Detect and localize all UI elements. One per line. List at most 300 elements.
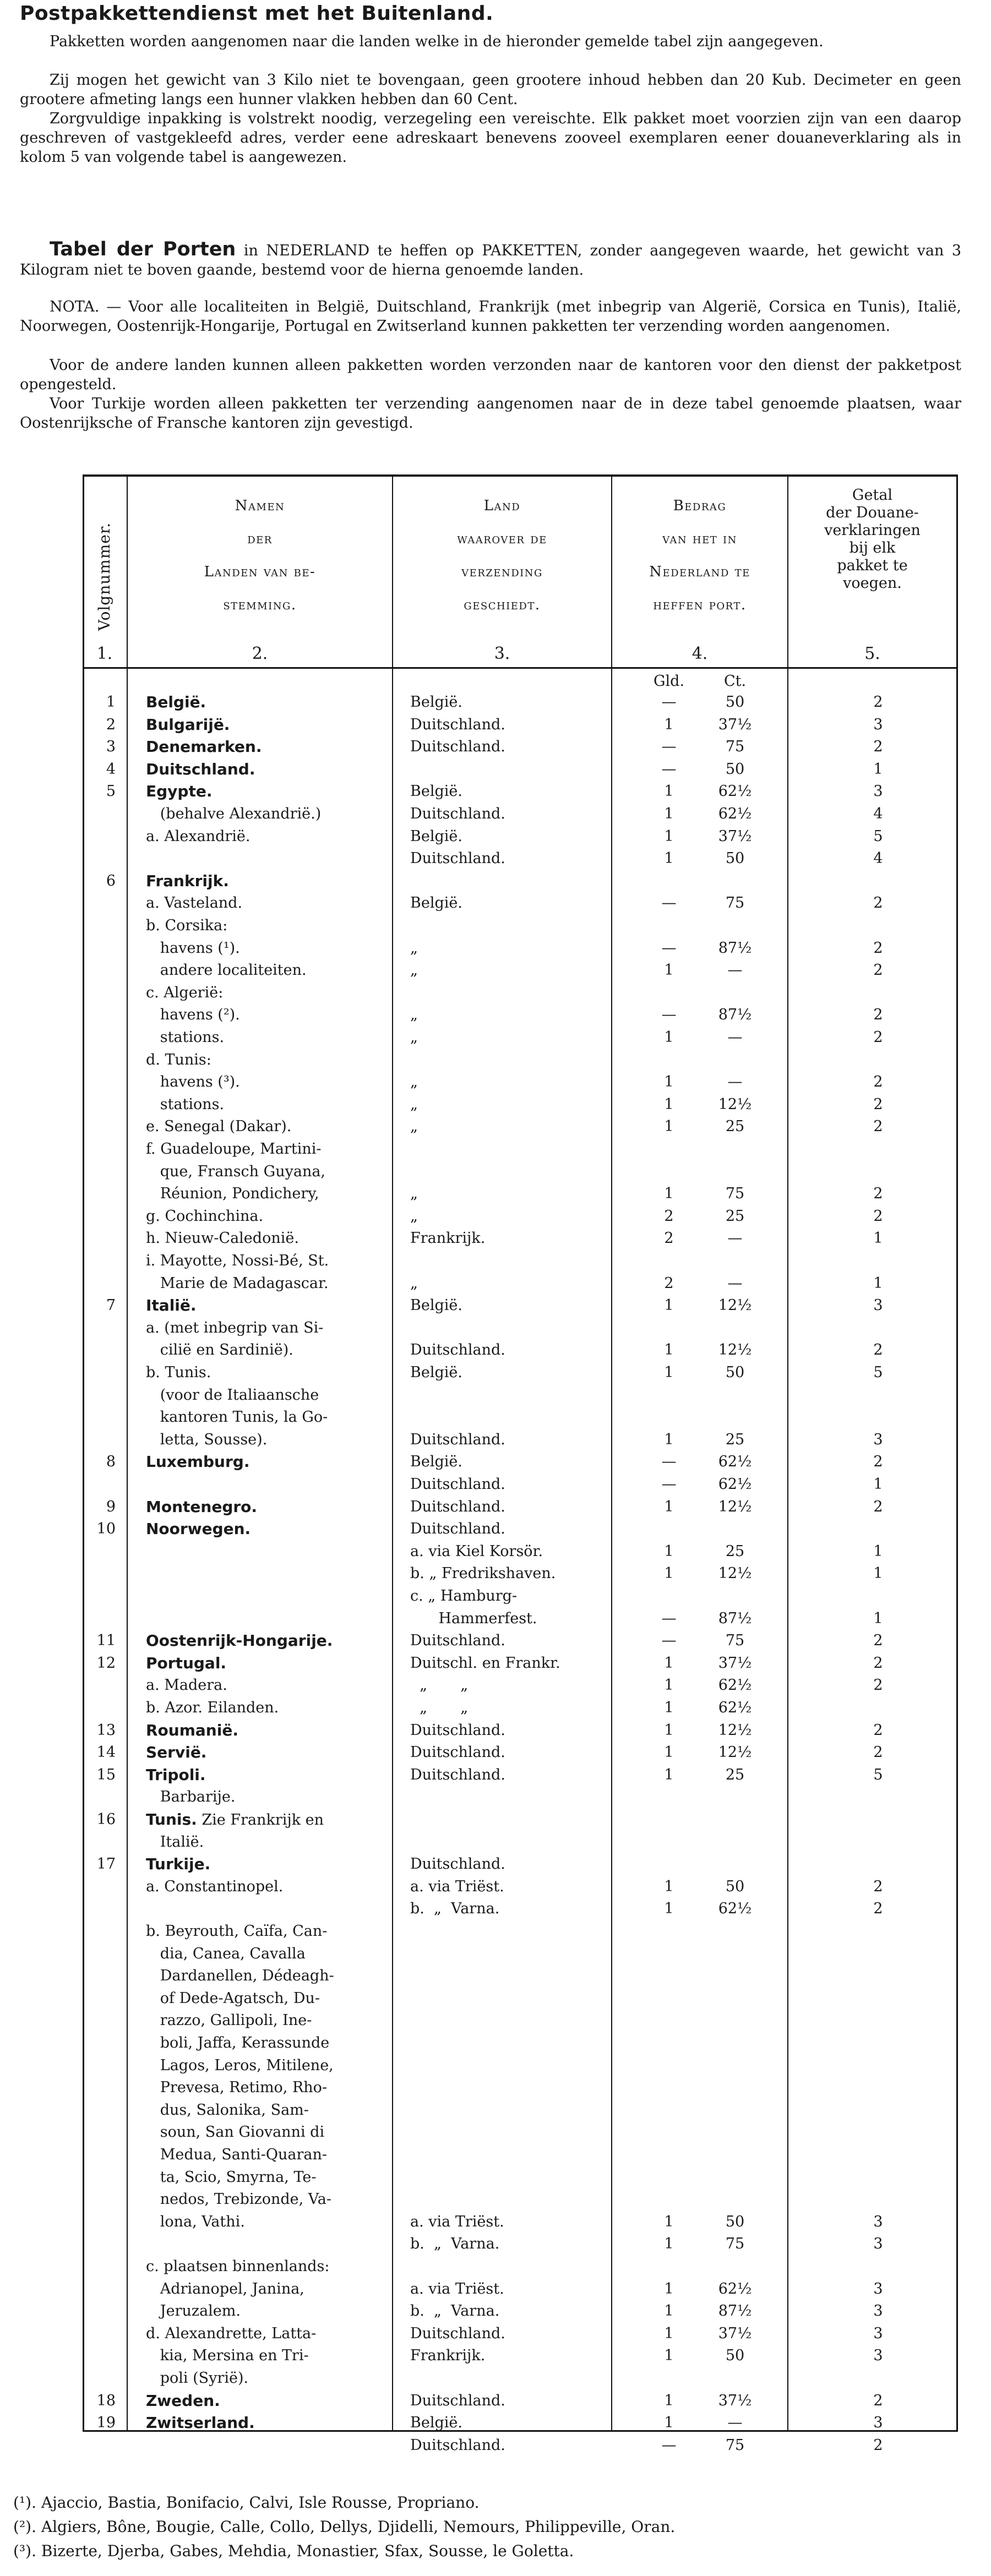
row-transit-country: Duitschland. <box>410 1855 505 1873</box>
row-country-name: België. <box>146 693 206 711</box>
unit-gld: Gld. <box>653 673 685 690</box>
table-row <box>83 1655 958 1672</box>
row-guilders: — <box>661 939 677 957</box>
document-title: Postpakkettendienst met het Buitenland. <box>20 2 494 25</box>
nota-paragraph-2: Voor de andere landen kunnen alleen pakketten worden verzonden naar de kantoren voor den dienst der pakketpost opengesteld. <box>20 357 961 393</box>
row-number: 15 <box>96 1766 116 1783</box>
table-row <box>83 1744 958 1761</box>
row-cents: 37½ <box>718 2392 752 2409</box>
table-row <box>83 1029 958 1046</box>
table-row <box>83 1990 958 2007</box>
row-guilders: 1 <box>664 1542 674 1560</box>
row-customs-count: 2 <box>873 939 883 957</box>
row-customs-count: 2 <box>873 2392 883 2409</box>
row-country-name: Réunion, Pondichery, <box>146 1185 319 1203</box>
table-row <box>83 1230 958 1247</box>
row-country-name: stations. <box>146 1029 225 1046</box>
table-row <box>83 1811 958 1829</box>
porten-table <box>83 474 958 2454</box>
row-cents: 62½ <box>718 2280 752 2297</box>
table-row <box>83 2124 958 2141</box>
table-row <box>83 1900 958 1918</box>
row-transit-country: Duitschland. <box>410 1632 505 1650</box>
header-num-5: 5. <box>864 644 880 663</box>
row-customs-count: 3 <box>873 2324 883 2342</box>
row-cents: 50 <box>725 760 745 778</box>
table-row <box>83 1453 958 1471</box>
row-cents: 75 <box>725 1632 745 1650</box>
table-row <box>83 805 958 823</box>
row-guilders: 1 <box>664 805 674 822</box>
header-bedrag: Bedrag van het in Nederland te heffen port. <box>649 498 750 613</box>
table-row <box>83 694 958 711</box>
row-country-name: Dardanellen, Dédeagh- <box>146 1967 334 1985</box>
row-transit-country: Duitschland. <box>410 805 505 822</box>
row-country-name: b. Corsika: <box>146 917 228 934</box>
table-row <box>83 984 958 1002</box>
row-cents: 25 <box>725 1118 745 1136</box>
row-customs-count: 2 <box>873 894 883 912</box>
header-namen: Namen der Landen van be- stemming. <box>204 498 316 613</box>
row-guilders: 1 <box>664 2235 674 2253</box>
row-transit-country: a. via Triëst. <box>410 2280 504 2297</box>
row-guilders: — <box>661 2436 677 2454</box>
row-country-name: que, Fransch Guyana, <box>146 1163 326 1180</box>
row-guilders: 1 <box>664 1185 674 1203</box>
row-cents: 87½ <box>718 939 752 957</box>
row-customs-count: 2 <box>873 1118 883 1136</box>
row-cents: 12½ <box>718 1744 752 1761</box>
intro-paragraph-3: Zorgvuldige inpakking is volstrekt noodig, verzegeling een vereischte. Elk pakket moet voorzien zijn van een daarop geschreven of vastgekleefd adres, verder eene adreskaart benevens zooveel exemplaren eener douaneverklaring als in kolom 5 van volgende tabel is aangewezen. <box>20 110 961 166</box>
row-guilders: 2 <box>664 1207 674 1225</box>
row-country-name: c. plaatsen binnenlands: <box>146 2258 330 2275</box>
row-transit-country: b. „ Varna. <box>410 2302 500 2320</box>
row-guilders: 1 <box>664 2302 674 2320</box>
row-transit-country: c. „ Hamburg- <box>410 1587 518 1604</box>
row-customs-count: 2 <box>873 1654 883 1672</box>
row-transit-country: Duitschland. <box>410 1341 505 1359</box>
row-guilders: 1 <box>664 2213 674 2230</box>
volgnummer-header: Volgnummer. <box>95 522 114 631</box>
row-country-name: Roumanië. <box>146 1721 238 1739</box>
row-number: 10 <box>96 1520 116 1538</box>
row-transit-country: „ <box>410 962 418 979</box>
row-customs-count: 3 <box>873 1431 883 1448</box>
row-cents: 12½ <box>718 1341 752 1359</box>
row-transit-country: „ <box>410 1274 418 1292</box>
row-guilders: 1 <box>664 962 674 979</box>
row-guilders: 1 <box>664 2392 674 2409</box>
row-number: 5 <box>106 783 116 800</box>
table-row <box>83 783 958 800</box>
row-customs-count: 3 <box>873 2235 883 2253</box>
row-country-name: i. Mayotte, Nossi-Bé, St. <box>146 1252 329 1269</box>
row-transit-country: Hammerfest. <box>410 1609 537 1627</box>
table-row <box>83 2392 958 2410</box>
table-row <box>83 1610 958 1628</box>
row-transit-country: Duitschland. <box>410 2324 505 2342</box>
row-transit-country: Duitschland. <box>410 2436 505 2454</box>
table-row <box>83 1409 958 1426</box>
row-number: 8 <box>106 1453 116 1471</box>
footnote-3: (³). Bizerte, Djerba, Gabes, Mehdia, Monastier, Sfax, Sousse, le Goletta. <box>13 2542 574 2560</box>
row-country-name: Jeruzalem. <box>146 2302 241 2320</box>
row-transit-country: „ <box>410 1118 418 1136</box>
table-row <box>83 2370 958 2387</box>
row-transit-country: België. <box>410 1297 462 1314</box>
table-row <box>83 2325 958 2343</box>
row-guilders: — <box>661 1006 677 1024</box>
table-row <box>83 2235 958 2253</box>
row-customs-count: 2 <box>873 1900 883 1918</box>
row-country-name: letta, Sousse). <box>146 1431 268 1448</box>
row-cents: 25 <box>725 1766 745 1783</box>
row-customs-count: 2 <box>873 1073 883 1091</box>
table-row <box>83 1118 958 1136</box>
table-row <box>83 1967 958 1985</box>
row-number: 17 <box>96 1855 116 1873</box>
row-transit-country: België. <box>410 827 462 845</box>
table-row <box>83 1766 958 1784</box>
row-customs-count: 2 <box>873 1721 883 1739</box>
row-transit-country: Duitschland. <box>410 2392 505 2409</box>
row-country-name: soun, San Giovanni di <box>146 2124 325 2141</box>
row-country-name: Egypte. <box>146 782 213 801</box>
row-transit-country: „ <box>410 1029 418 1046</box>
row-country-name: a. Constantinopel. <box>146 1878 284 1895</box>
row-transit-country: „ <box>410 1006 418 1024</box>
row-guilders: 1 <box>664 1565 674 1582</box>
row-customs-count: 2 <box>873 1207 883 1225</box>
row-transit-country: België. <box>410 1364 462 1381</box>
row-customs-count: 1 <box>873 1274 883 1292</box>
row-transit-country: België. <box>410 694 462 711</box>
row-guilders: 1 <box>664 1073 674 1091</box>
row-country-name: Luxemburg. <box>146 1453 250 1471</box>
row-country-name: Portugal. <box>146 1653 227 1672</box>
row-transit-country: a. via Kiel Korsör. <box>410 1542 543 1560</box>
row-number: 19 <box>96 2414 116 2432</box>
row-cents: 75 <box>725 1185 745 1203</box>
row-country-name: e. Senegal (Dakar). <box>146 1118 292 1136</box>
row-customs-count: 2 <box>873 1453 883 1471</box>
row-country-name: Prevesa, Retimo, Rho- <box>146 2079 328 2097</box>
row-customs-count: 3 <box>873 783 883 800</box>
row-number: 11 <box>96 1632 116 1650</box>
row-country-name: nedos, Trebizonde, Va- <box>146 2191 332 2208</box>
row-cents: 50 <box>725 1878 745 1895</box>
row-country-name: Adrianopel, Janina, <box>146 2280 304 2297</box>
row-transit-country: België. <box>410 783 462 800</box>
row-customs-count: 2 <box>873 2436 883 2454</box>
row-customs-count: 1 <box>873 1476 883 1493</box>
table-row <box>83 1699 958 1717</box>
row-number: 13 <box>96 1721 116 1739</box>
unit-ct: Ct. <box>723 673 747 690</box>
row-number: 14 <box>96 1744 116 1761</box>
table-row <box>83 716 958 734</box>
row-country-name: lona, Vathi. <box>146 2213 245 2230</box>
row-cents: — <box>727 962 743 979</box>
row-transit-country: Duitschland. <box>410 738 505 756</box>
row-country-name: ta, Scio, Smyrna, Te- <box>146 2168 317 2186</box>
row-guilders: 1 <box>664 1744 674 1761</box>
table-top-rule <box>83 474 958 477</box>
row-transit-country: Duitschland. <box>410 1744 505 1761</box>
row-cents: 12½ <box>718 1721 752 1739</box>
row-transit-country: België. <box>410 894 462 912</box>
table-row <box>83 1387 958 1404</box>
row-guilders: 1 <box>664 1766 674 1783</box>
row-number: 16 <box>96 1811 116 1828</box>
row-customs-count: 3 <box>873 716 883 733</box>
table-row <box>83 738 958 756</box>
row-country-name: Duitschland. <box>146 760 255 778</box>
table-row <box>83 1476 958 1493</box>
row-customs-count: 2 <box>873 962 883 979</box>
row-number: 1 <box>106 694 116 711</box>
row-country-name: kia, Mersina en Tri- <box>146 2347 309 2365</box>
row-country-name: Zweden. <box>146 2391 220 2410</box>
table-row <box>83 1140 958 1158</box>
row-guilders: 1 <box>664 1297 674 1314</box>
table-row <box>83 1431 958 1449</box>
row-cents: 87½ <box>718 1609 752 1627</box>
table-row <box>83 894 958 912</box>
row-cents: 62½ <box>718 805 752 822</box>
table-row <box>83 2280 958 2298</box>
table-row <box>83 2437 958 2454</box>
row-country-name: andere localiteiten. <box>146 962 307 979</box>
row-transit-country: b. „ Varna. <box>410 1900 500 1918</box>
row-country-name: Lagos, Leros, Mitilene, <box>146 2056 334 2074</box>
row-country-name: Tunis. <box>146 1810 197 1829</box>
row-country-name: a. Alexandrië. <box>146 827 251 845</box>
row-country-name: cilië en Sardinië). <box>146 1341 293 1359</box>
row-transit-country: Duitschland. <box>410 1498 505 1515</box>
row-guilders: 1 <box>664 850 674 867</box>
table-row <box>83 2191 958 2208</box>
row-country-name: dia, Canea, Cavalla <box>146 1945 306 1962</box>
table-row <box>83 2213 958 2231</box>
row-country-name: (voor de Italiaansche <box>146 1386 319 1404</box>
row-country-name: Barbarije. <box>146 1788 236 1806</box>
row-transit-country: b. „ Varna. <box>410 2235 500 2253</box>
row-customs-count: 2 <box>873 1006 883 1024</box>
row-country-name: dus, Salonika, Sam- <box>146 2101 309 2119</box>
table-row <box>83 872 958 890</box>
row-cents: — <box>727 2414 743 2432</box>
row-number: 4 <box>106 760 116 778</box>
row-country-name: Turkije. <box>146 1855 211 1874</box>
row-customs-count: 5 <box>873 1364 883 1381</box>
table-row <box>83 2146 958 2164</box>
table-row <box>83 2034 958 2052</box>
row-guilders: 1 <box>664 2414 674 2432</box>
row-country-name: havens (²). <box>146 1006 240 1024</box>
row-customs-count: 2 <box>873 1498 883 1515</box>
row-country-name: Frankrijk. <box>146 871 229 890</box>
row-customs-count: 3 <box>873 2414 883 2432</box>
row-customs-count: 2 <box>873 1632 883 1650</box>
table-row <box>83 2302 958 2320</box>
row-cents: 75 <box>725 2436 745 2454</box>
row-country-name: d. Tunis: <box>146 1051 211 1068</box>
table-row <box>83 1341 958 1359</box>
nota-paragraph-1: NOTA. — Voor alle localiteiten in België, Duitschland, Frankrijk (met inbegrip van Algerië, Corsica en Tunis), Italië, Noorwegen, Oostenrijk-Hongarije, Portugal en Zwitserland kunnen pakketten ter verzending worden aangenomen. <box>20 298 961 335</box>
header-num-2: 2. <box>252 644 268 663</box>
row-transit-country: Duitschland. <box>410 1431 505 1448</box>
row-country-name: a. Vasteland. <box>146 894 243 912</box>
row-guilders: 1 <box>664 1095 674 1113</box>
row-number: 3 <box>106 738 116 756</box>
table-row <box>83 962 958 979</box>
row-transit-country: a. via Triëst. <box>410 1878 504 1895</box>
row-cents: 62½ <box>718 1900 752 1918</box>
row-country-name: Medua, Santi-Quaran- <box>146 2146 328 2163</box>
row-cents: 12½ <box>718 1498 752 1515</box>
table-row <box>83 1051 958 1069</box>
row-cents: 12½ <box>718 1095 752 1113</box>
header-land: Land waarover de verzending geschiedt. <box>457 498 547 613</box>
row-country-name: d. Alexandrette, Latta- <box>146 2324 317 2342</box>
row-number: 6 <box>106 872 116 889</box>
row-country-name: Servië. <box>146 1743 207 1762</box>
row-number: 18 <box>96 2392 116 2409</box>
row-cents: 87½ <box>718 1006 752 1024</box>
table-row <box>83 1319 958 1337</box>
table-row <box>83 1208 958 1225</box>
row-guilders: 1 <box>664 1654 674 1672</box>
row-country-note: Zie Frankrijk en <box>197 1811 324 1829</box>
row-guilders: 2 <box>664 1230 674 1247</box>
row-transit-country: Duitschland. <box>410 850 505 867</box>
row-customs-count: 1 <box>873 1609 883 1627</box>
row-guilders: — <box>661 760 677 778</box>
row-guilders: — <box>661 894 677 912</box>
row-cents: — <box>727 1274 743 1292</box>
unit-labels-row <box>83 673 958 690</box>
table-row <box>83 828 958 845</box>
row-transit-country: „ <box>410 1207 418 1225</box>
row-cents: 50 <box>725 2347 745 2365</box>
row-cents: 75 <box>725 2235 745 2253</box>
row-country-name: a. Madera. <box>146 1677 227 1694</box>
row-transit-country: Duitschland. <box>410 1520 505 1538</box>
row-country-name: Noorwegen. <box>146 1520 251 1538</box>
row-transit-country: Duitschland. <box>410 1721 505 1739</box>
row-transit-country: „ „ <box>410 1677 469 1694</box>
row-customs-count: 3 <box>873 2213 883 2230</box>
row-cents: 50 <box>725 850 745 867</box>
row-cents: 12½ <box>718 1297 752 1314</box>
row-guilders: 1 <box>664 783 674 800</box>
row-transit-country: Frankrijk. <box>410 1230 486 1247</box>
row-guilders: — <box>661 738 677 756</box>
row-customs-count: 2 <box>873 1185 883 1203</box>
row-guilders: 1 <box>664 2280 674 2297</box>
row-guilders: — <box>661 1453 677 1471</box>
table-row <box>83 1096 958 1114</box>
row-number: 2 <box>106 716 116 733</box>
row-country-name: razzo, Gallipoli, Ine- <box>146 2012 312 2029</box>
row-country-name: b. Azor. Eilanden. <box>146 1699 279 1716</box>
table-row <box>83 2079 958 2097</box>
row-transit-country: Duitschl. en Frankr. <box>410 1654 560 1672</box>
row-country-name: b. Beyrouth, Caïfa, Can- <box>146 1923 328 1940</box>
header-num-1: 1. <box>96 644 113 663</box>
row-guilders: 1 <box>664 1721 674 1739</box>
table-row <box>83 1833 958 1851</box>
table-row <box>83 1878 958 1896</box>
row-cents: — <box>727 1230 743 1247</box>
row-customs-count: 1 <box>873 1230 883 1247</box>
row-cents: 37½ <box>718 2324 752 2342</box>
table-row <box>83 850 958 867</box>
row-transit-country: b. „ Fredrikshaven. <box>410 1565 556 1582</box>
row-transit-country: Duitschland. <box>410 1476 505 1493</box>
row-country-name: havens (³). <box>146 1073 240 1091</box>
header-num-3: 3. <box>494 644 510 663</box>
header-getal: Getal der Douane- verklaringen bij elk pakket te voegen. <box>824 487 921 592</box>
row-guilders: 1 <box>664 2347 674 2365</box>
row-customs-count: 1 <box>873 1542 883 1560</box>
row-guilders: 1 <box>664 827 674 845</box>
row-transit-country: „ <box>410 939 418 957</box>
row-country-name: Italië. <box>146 1833 204 1851</box>
row-customs-count: 3 <box>873 2347 883 2365</box>
row-cents: 25 <box>725 1542 745 1560</box>
table-row <box>83 1855 958 1873</box>
row-cents: 75 <box>725 738 745 756</box>
table-row <box>83 1520 958 1538</box>
row-country-name: boli, Jaffa, Kerassunde <box>146 2034 330 2051</box>
row-customs-count: 2 <box>873 694 883 711</box>
table-row <box>83 1923 958 1940</box>
table-row <box>83 761 958 778</box>
row-number: 7 <box>106 1297 116 1314</box>
table-row <box>83 2012 958 2029</box>
row-country-name: c. Algerië: <box>146 984 224 1001</box>
header-rule <box>83 667 958 669</box>
row-customs-count: 1 <box>873 1565 883 1582</box>
row-country-name: h. Nieuw-Caledonië. <box>146 1230 299 1247</box>
row-country-name: Oostenrijk-Hongarije. <box>146 1631 333 1650</box>
row-number: 9 <box>106 1498 116 1515</box>
table-row <box>83 1006 958 1024</box>
header-num-4: 4. <box>691 644 708 663</box>
tabel-heading: Tabel der Porten <box>50 238 236 260</box>
row-transit-country: „ <box>410 1185 418 1203</box>
table-row <box>83 1722 958 1739</box>
table-row <box>83 1543 958 1560</box>
table-row <box>83 1677 958 1694</box>
row-guilders: 1 <box>664 1677 674 1694</box>
row-country-name: kantoren Tunis, la Go- <box>146 1409 328 1426</box>
row-guilders: 1 <box>664 1029 674 1046</box>
row-customs-count: 2 <box>873 1677 883 1694</box>
row-customs-count: 2 <box>873 1029 883 1046</box>
table-row <box>83 1498 958 1516</box>
row-customs-count: 2 <box>873 1878 883 1895</box>
row-country-name: Bulgarijë. <box>146 715 230 734</box>
row-guilders: 1 <box>664 2324 674 2342</box>
row-customs-count: 5 <box>873 1766 883 1783</box>
row-guilders: 1 <box>664 1498 674 1515</box>
row-country-name: b. Tunis. <box>146 1364 211 1381</box>
row-cents: — <box>727 1073 743 1091</box>
nota-paragraph-3: Voor Turkije worden alleen pakketten ter verzending aangenomen naar de in deze tabel genoemde plaatsen, waar Oostenrijksche of Fransche kantoren zijn gevestigd. <box>20 395 961 432</box>
